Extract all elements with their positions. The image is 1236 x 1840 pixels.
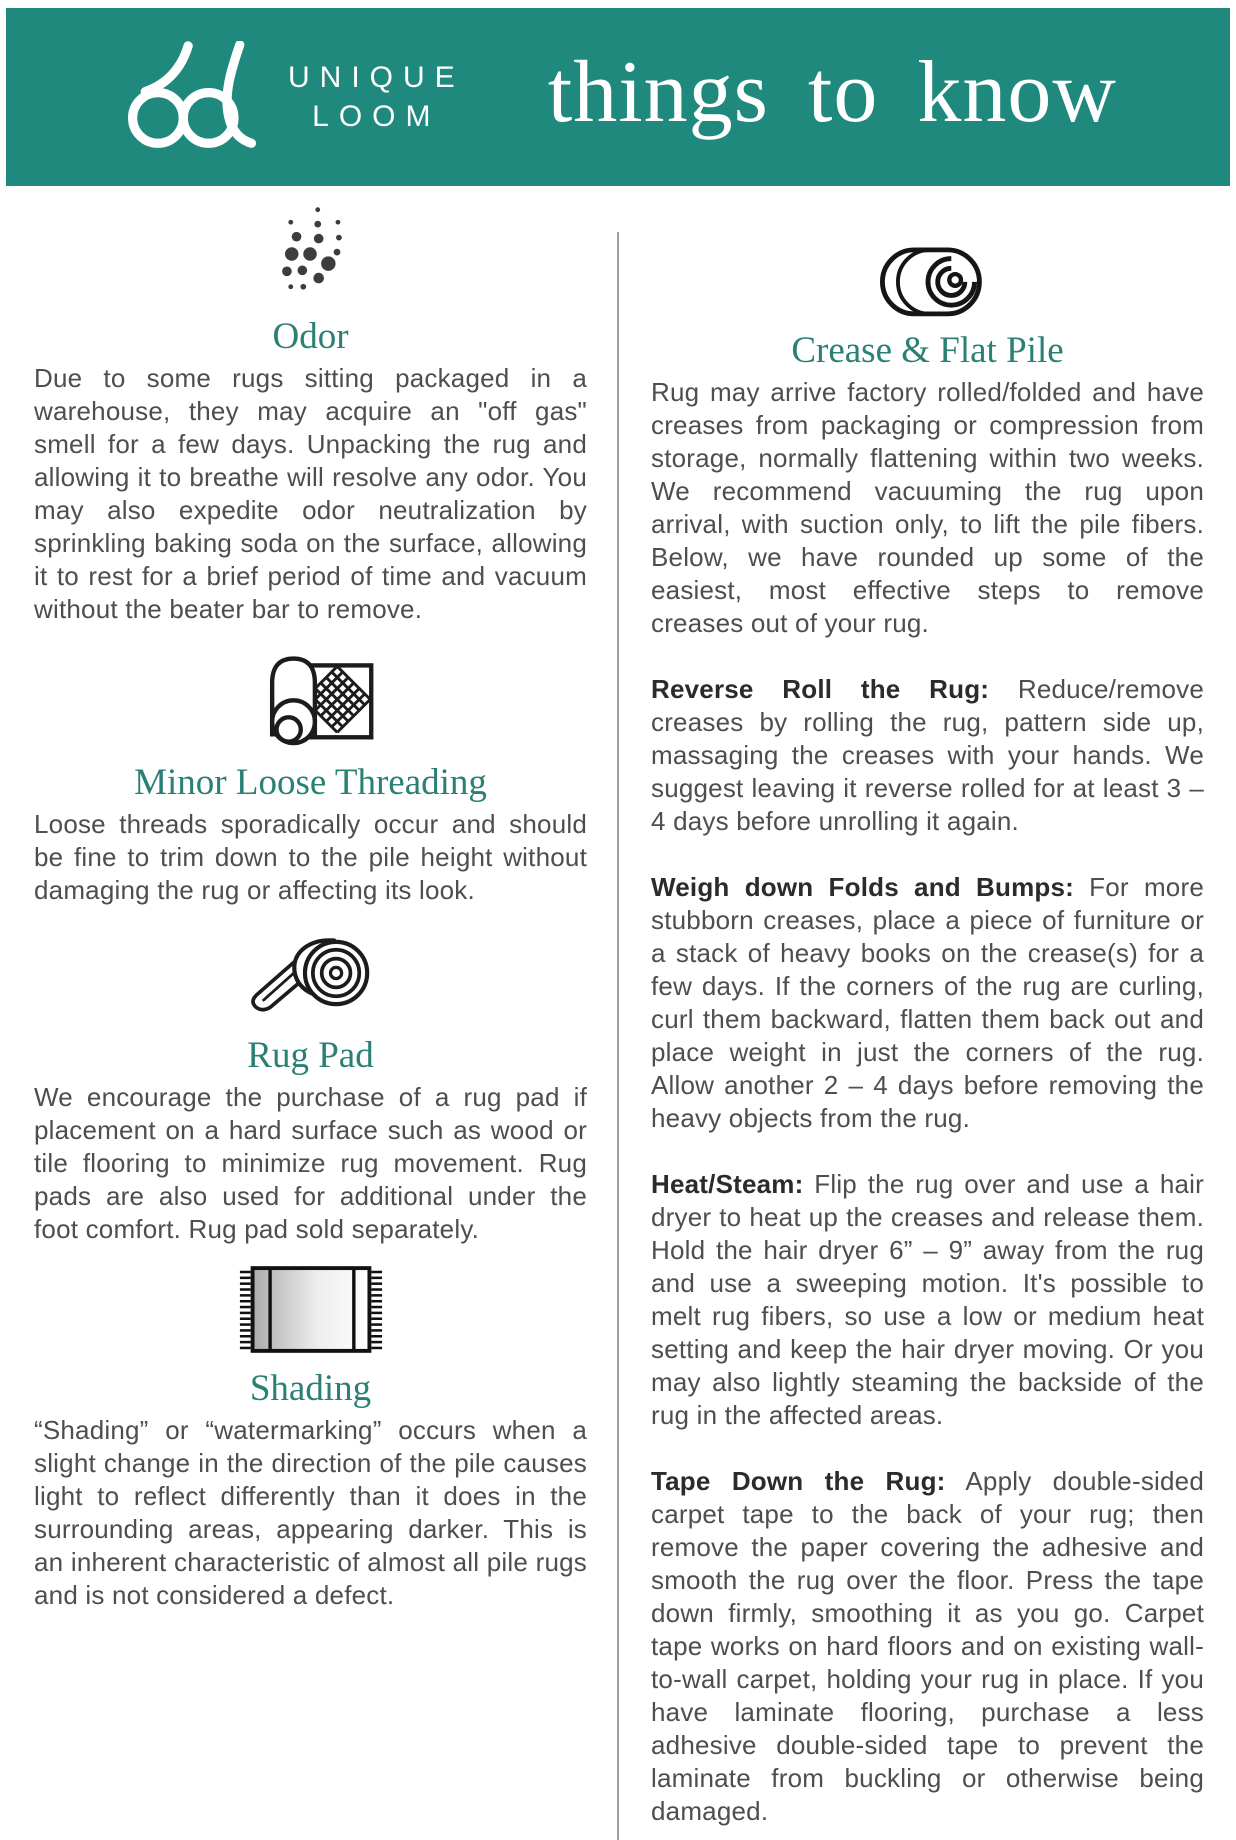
step-weigh-down [651,871,1204,1135]
section-crease-flat-pile [651,238,1204,1828]
rolled-rug-icon [651,238,1204,323]
section-rug-pad [34,921,587,1246]
rug-pad-roll-icon [34,921,587,1030]
step-text: Flip the rug over and use a hair dryer to heat up the creases and release them. Hold the hair dryer 6” – 9” away from the rug and use a sweeping motion. It's possible to melt rug fibers, so use a low or medium heat setting and keep the hair dryer moving. Or you may also lightly steaming the backside of the rug in the affected areas. [651,1169,1204,1430]
section-body-odor: Due to some rugs sitting packaged in a warehouse, they may acquire an "off gas" smell for a few days. Unpacking the rug and allowing it to breathe will resolve any odor. You may also expedite odor neutralization by sprinkling baking soda on the surface, allowing it to rest for a brief period of time and vacuum without the beater bar to remove. [34,363,587,624]
section-body-shading: “Shading” or “watermarking” occurs when a slight change in the direction of the pile causes light to reflect differently than it does in the surrounding areas, appearing darker. This is an inherent characteristic of almost all pile rugs and is not considered a defect. [34,1415,587,1610]
section-title-crease: Crease & Flat Pile [791,330,1064,371]
brand-line1: UNIQUE [288,61,465,94]
header-banner [6,8,1230,186]
brand-line2: LOOM [312,100,441,133]
rolled-rug-thread-icon [34,640,587,757]
step-text: For more stubborn creases, place a piece of furniture or a stack of heavy books on the crease(s) for a few days. If the corners of the rug are curling, curl them backward, flatten them back out and place weight in just the corners of the rug. Allow another 2 – 4 days before removing the heavy objects from the rug. [651,872,1204,1133]
section-title-threading: Minor Loose Threading [134,762,487,803]
right-column [619,186,1236,1840]
step-label: Weigh down Folds and Bumps: [651,872,1074,902]
section-body-threading: Loose threads sporadically occur and should be fine to trim down to the pile height without damaging the rug or affecting its look. [34,809,587,905]
brand-block [118,41,465,153]
section-title-shading: Shading [249,1368,372,1409]
left-column [0,186,617,1840]
step-heat-steam [651,1168,1204,1432]
section-intro-crease: Rug may arrive factory rolled/folded and have creases from packaging or compression from storage, normally flattening within two weeks. We recommend vacuuming the rug upon arrival, with suction only, to lift the pile fibers. Below, we have rounded up some of the easiest, most effective steps to remove creases out of your rug. [651,377,1204,638]
step-text: Apply double-sided carpet tape to the back of your rug; then remove the paper covering the adhesive and smooth the rug over the floor. Press the tape down firmly, smoothing it as you go. Carpet tape works on hard floors and on existing wall-to-wall carpet, holding your rug in place. If you have laminate flooring, purchase a less adhesive double-sided tape to prevent the laminate from buckling or otherwise being damaged. [651,1466,1204,1826]
section-minor-loose-threading [34,640,587,907]
unique-loom-logo-icon [118,41,268,153]
section-body-rug-pad: We encourage the purchase of a rug pad if placement on a hard surface such as wood or tile flooring to minimize rug movement. Rug pads are also used for additional under the foot comfort. Rug pad sold separately. [34,1082,587,1244]
step-text: Reduce/remove creases by rolling the rug, pattern side up, massaging the creases with your hands. We suggest leaving it reverse rolled for at least 3 – 4 days before unrolling it again. [651,674,1204,836]
step-tape-down [651,1465,1204,1828]
shaded-rug-icon [34,1260,587,1363]
page-title: things to know [547,43,1117,141]
section-odor [34,202,587,626]
step-label: Heat/Steam: [651,1169,804,1199]
content [0,186,1236,1826]
brand-name [288,58,465,136]
step-label: Tape Down the Rug: [651,1466,946,1496]
section-title-odor: Odor [272,316,349,357]
section-shading [34,1260,587,1612]
step-label: Reverse Roll the Rug: [651,674,990,704]
odor-particles-icon [34,202,587,311]
step-reverse-roll [651,673,1204,838]
section-title-rug-pad: Rug Pad [247,1035,374,1076]
